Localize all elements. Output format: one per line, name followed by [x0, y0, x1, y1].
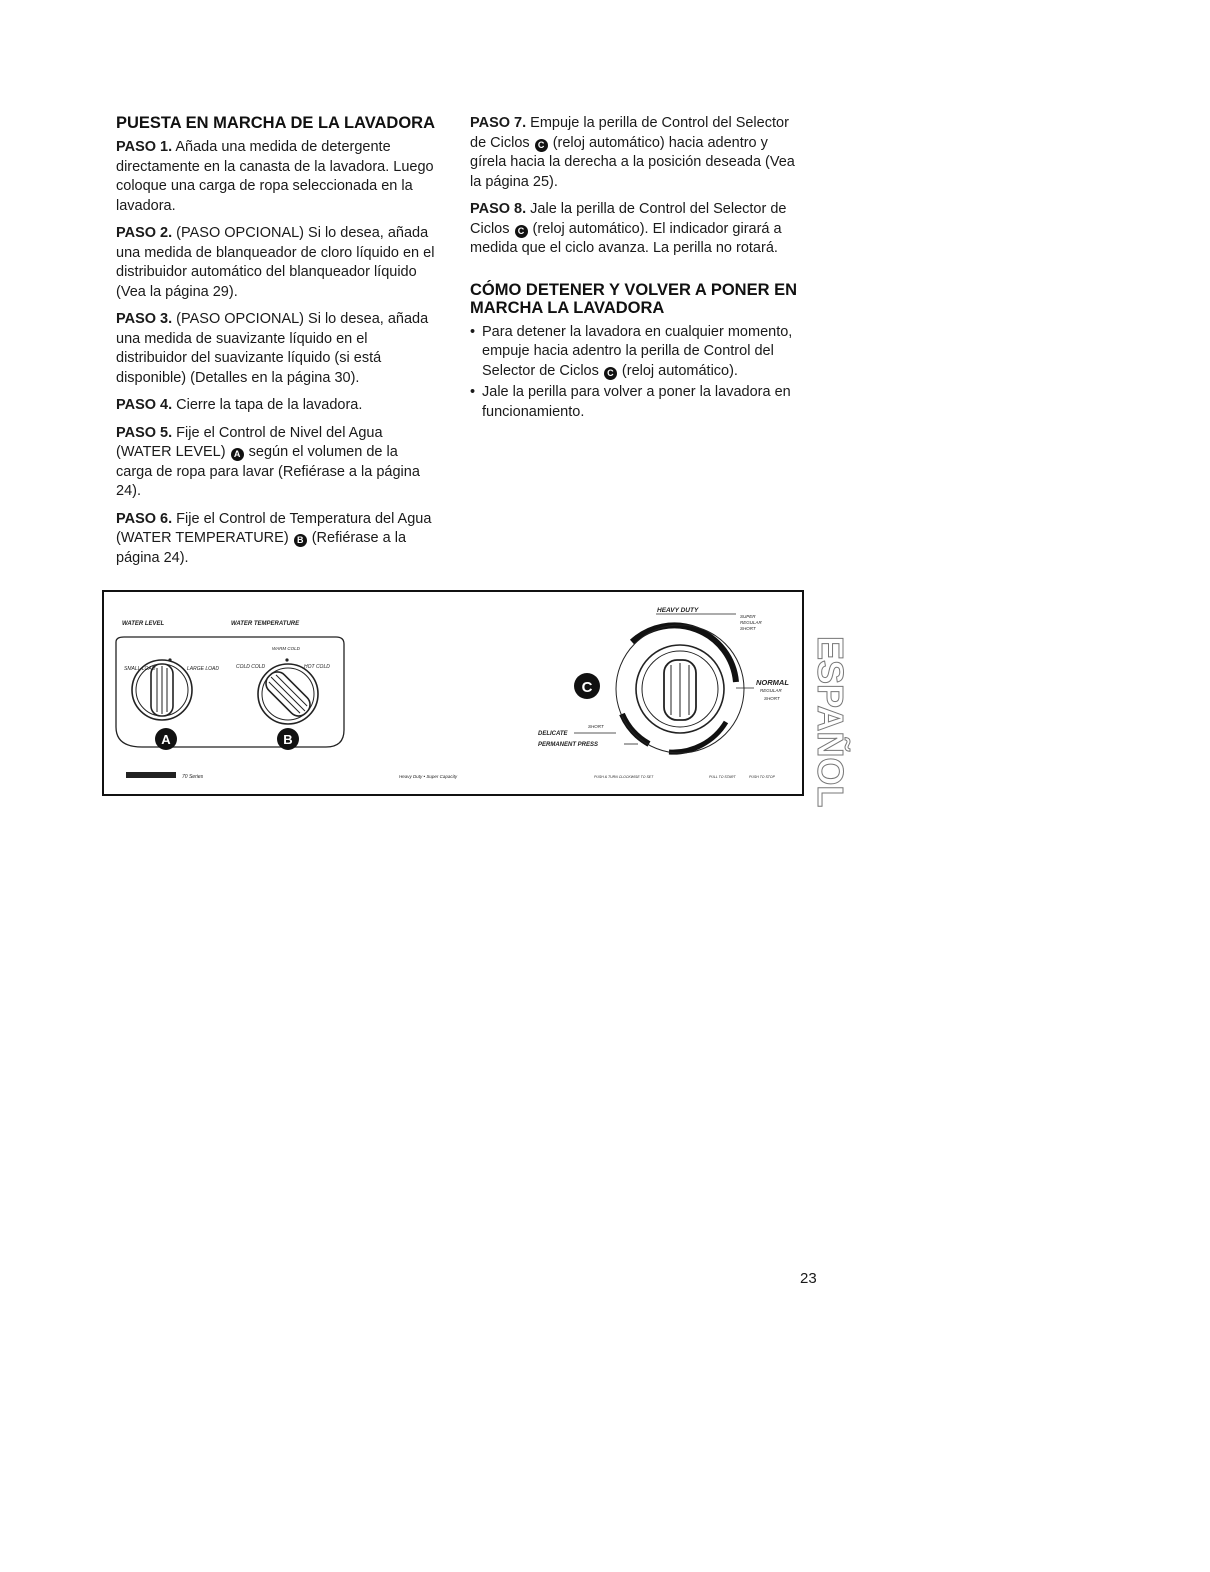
water-temperature-knob: [258, 664, 318, 724]
permanent-press-label: PERMANENT PRESS: [538, 742, 599, 748]
marker-c-icon: [574, 673, 600, 699]
hot-cold-label: HOT COLD: [304, 664, 330, 670]
cycle-selector-dial: [616, 625, 744, 753]
step-1: PASO 1. Añada una medida de detergente directamente en la canasta de la lavadora. Luego coloque una carga de ropa seleccionada en la lavadora.: [116, 139, 434, 214]
step-4: PASO 4. Cierre la tapa de la lavadora.: [116, 397, 363, 413]
delicate-label: DELICATE: [538, 731, 568, 737]
large-load-label: LARGE LOAD: [187, 666, 219, 672]
super-label: SUPER: [740, 614, 756, 619]
series-label: 70 Series: [182, 774, 204, 780]
step-6: PASO 6. Fije el Control de Temperatura del Agua (WATER TEMPERATURE) B (Refiérase a la página 24).: [116, 510, 432, 566]
language-side-label: [806, 636, 851, 836]
water-level-label: WATER LEVEL: [122, 621, 165, 627]
svg-text:A: A: [161, 732, 171, 747]
svg-text:B: B: [283, 732, 293, 747]
section-heading-start: PUESTA EN MARCHA DE LA LAVADORA: [116, 114, 435, 132]
heavy-duty-label: HEAVY DUTY: [657, 607, 699, 614]
left-column: [116, 114, 438, 576]
warm-label: WARM COLD: [272, 646, 300, 651]
marker-b-icon: B: [294, 534, 307, 547]
cold-cold-label: COLD COLD: [236, 664, 266, 670]
short-label: SHORT: [740, 626, 756, 631]
pull-start-label: PULL TO START: [709, 775, 736, 779]
normal-label: NORMAL: [756, 678, 789, 687]
control-panel-illustration: [102, 590, 804, 796]
push-stop-label: PUSH TO STOP: [749, 775, 775, 779]
list-item: • Para detener la lavadora en cualquier momento, empuje hacia adentro la perilla de Control del Selector de Ciclos C (reloj automático).: [470, 323, 800, 382]
marker-b-icon: [277, 728, 299, 750]
marker-a-icon: [155, 728, 177, 750]
normal-short-label: SHORT: [764, 696, 780, 701]
marker-c-icon: C: [515, 225, 528, 238]
marker-c-icon: C: [535, 139, 548, 152]
brand-logo: [126, 772, 176, 778]
marker-a-icon: A: [231, 448, 244, 461]
stop-instructions-list: [470, 323, 800, 423]
page-number: 23: [800, 1270, 817, 1287]
normal-regular-label: REGULAR: [760, 688, 782, 693]
svg-text:ESPAÑOL: ESPAÑOL: [810, 636, 851, 808]
step-3: PASO 3. (PASO OPCIONAL) Si lo desea, añada una medida de suavizante líquido en el distribuidor del suavizante líquido (si está disponible) (Detalles en la página 30).: [116, 311, 429, 386]
delicate-short-label: SHORT: [588, 724, 604, 729]
section-heading-stop: CÓMO DETENER Y VOLVER A PONER EN MARCHA LA LAVADORA: [470, 280, 797, 317]
list-item: • Jale la perilla para volver a poner la lavadora en funcionamiento.: [470, 383, 800, 422]
capacity-label: Heavy Duty • Super Capacity: [399, 774, 458, 779]
water-temperature-label: WATER TEMPERATURE: [231, 621, 300, 627]
step-8: PASO 8. Jale la perilla de Control del Selector de Ciclos C (reloj automático). El indicador girará a medida que el ciclo avanza. La perilla no rotará.: [470, 201, 787, 256]
step-5: PASO 5. Fije el Control de Nivel del Agua (WATER LEVEL) A según el volumen de la carga de ropa para lavar (Refiérase a la página 24).: [116, 424, 420, 499]
right-column: [470, 114, 800, 424]
step-2: PASO 2. (PASO OPCIONAL) Si lo desea, añada una medida de blanqueador de cloro líquido en el distribuidor automático del blanqueador líquido (Vea la página 29).: [116, 225, 435, 300]
regular-label: REGULAR: [740, 620, 762, 625]
svg-text:C: C: [581, 679, 593, 696]
marker-c-icon: C: [604, 367, 617, 380]
push-turn-label: PUSH & TURN CLOCKWISE TO SET: [594, 775, 654, 779]
small-load-label: SMALL LOAD: [124, 666, 156, 672]
step-7: PASO 7. Empuje la perilla de Control del Selector de Ciclos C (reloj automático) hacia adentro y gírela hacia la derecha a la posición deseada (Vea la página 25).: [470, 115, 795, 190]
